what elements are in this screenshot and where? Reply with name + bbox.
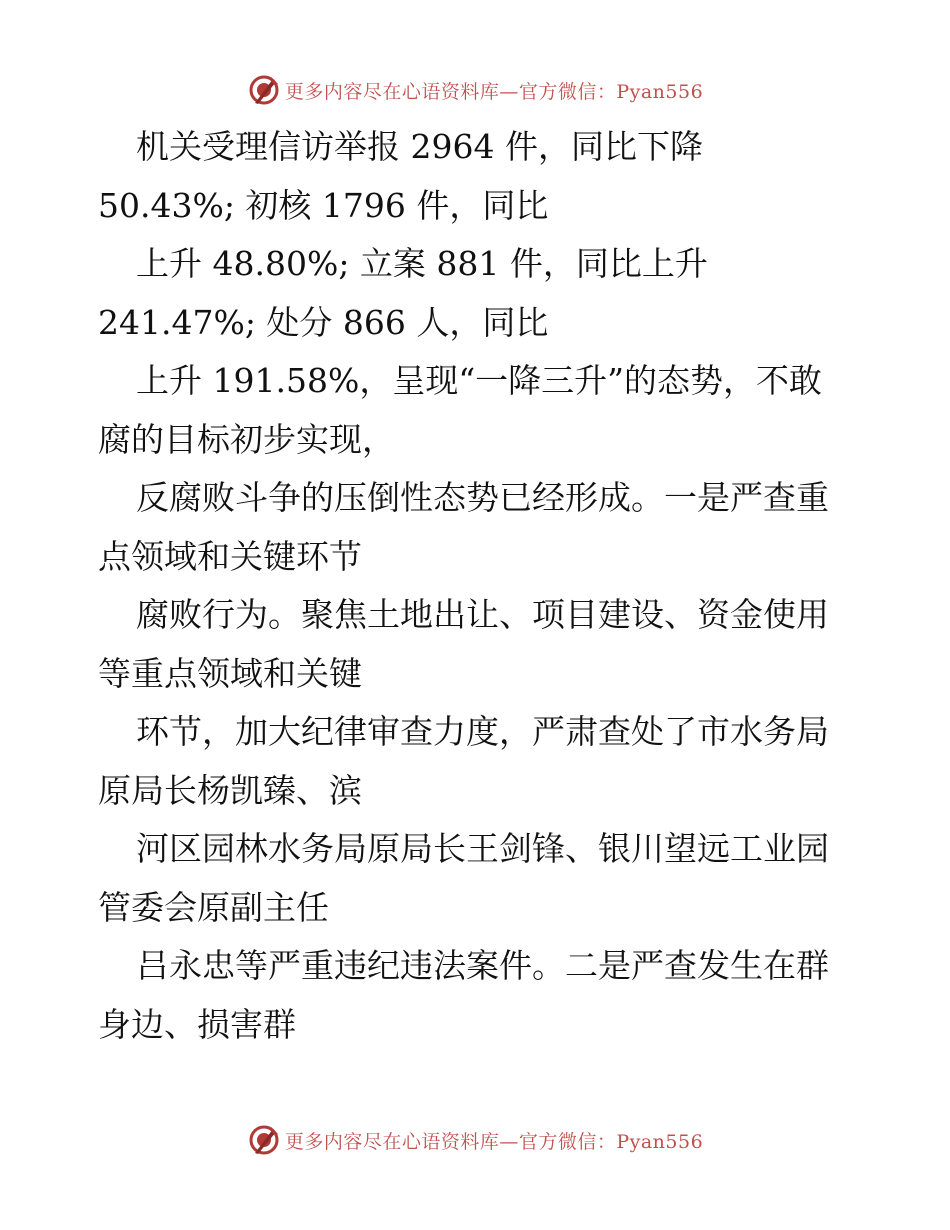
body-text-line: 机关受理信访举报 2964 件，同比下降	[136, 127, 703, 166]
body-text-line: 上升 48.80%; 立案 881 件，同比上升	[136, 244, 708, 283]
body-text-line: 腐的目标初步实现，	[98, 419, 395, 459]
body-text-line: 点领域和关键环节	[98, 536, 362, 576]
body-text-line: 等重点领域和关键	[98, 653, 362, 693]
body-text-line: 河区园林水务局原局长王剑锋、银川望远工业园	[136, 829, 829, 868]
body-text-line: 原局长杨凯臻、滨	[98, 770, 362, 810]
body-text-line: 241.47%; 处分 866 人，同比	[98, 302, 549, 342]
body-text-line: 反腐败斗争的压倒性态势已经形成。一是严查重	[136, 478, 829, 517]
body-text-line: 管委会原副主任	[98, 887, 329, 927]
document-body	[98, 118, 858, 1054]
body-text-line: 吕永忠等严重违纪违法案件。二是严查发生在群	[136, 946, 829, 985]
footer-watermark	[0, 1120, 950, 1160]
header-watermark	[0, 70, 950, 110]
body-text-line: 50.43%; 初核 1796 件，同比	[98, 185, 549, 225]
body-text-line: 上升 191.58%，呈现“一降三升”的态势，不敢	[136, 361, 823, 400]
watermark-text: 更多内容尽在心语资料库—官方微信：Pyan556	[284, 1130, 704, 1153]
body-text-line: 腐败行为。聚焦土地出让、项目建设、资金使用	[136, 595, 829, 634]
watermark-text: 更多内容尽在心语资料库—官方微信：Pyan556	[284, 80, 704, 103]
pen-nib-logo-icon	[247, 73, 281, 107]
pen-nib-logo-icon	[247, 1123, 281, 1157]
body-text-line: 身边、损害群	[98, 1004, 296, 1044]
body-text-line: 环节，加大纪律审查力度，严肃查处了市水务局	[136, 712, 829, 751]
